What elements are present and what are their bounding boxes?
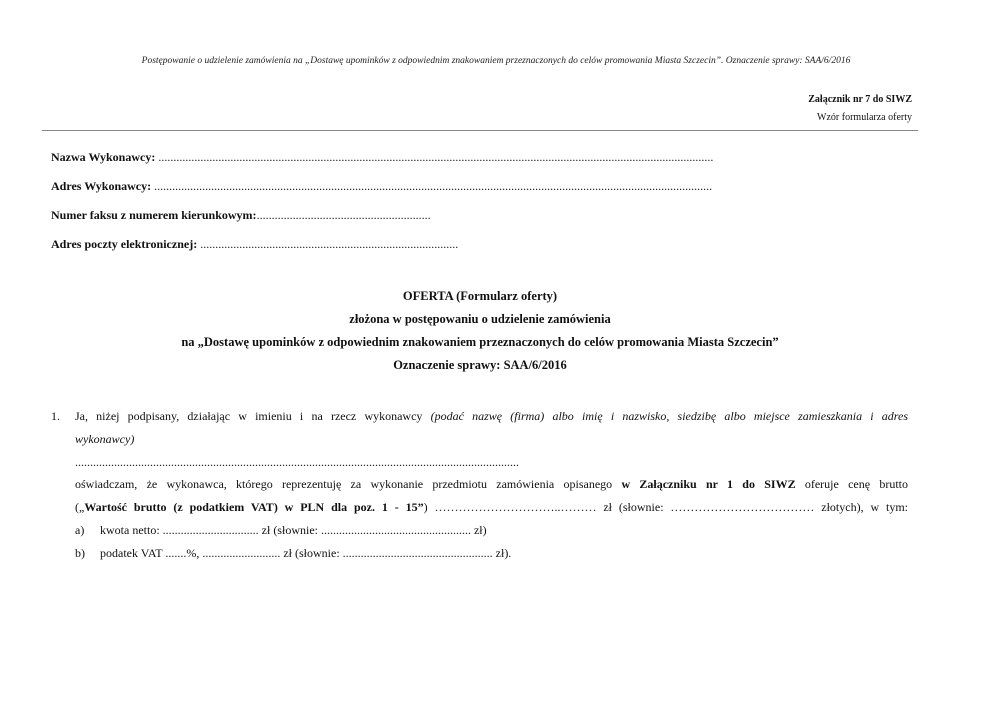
email-dots: ......................................................................................	[197, 237, 459, 251]
contractor-address-label: Adres Wykonawcy:	[51, 179, 152, 193]
declaration-end: oferuje cenę brutto	[795, 477, 908, 491]
section-number: 1.	[51, 409, 60, 423]
contractor-name-field	[51, 150, 713, 165]
contractor-address-dots: ..........................................................................................................................................................................................	[151, 179, 713, 193]
contractor-name-label: Nazwa Wykonawcy:	[51, 150, 156, 164]
price-label: Wartość brutto (z podatkiem VAT) w PLN dla poz. 1 - 15”	[84, 500, 424, 514]
contractor-address-field	[51, 179, 712, 194]
declaration-line	[75, 477, 908, 492]
offer-subject: na „Dostawę upominków z odpowiednim znakowaniem przeznaczonych do celów promowania Miasta Szczecin”	[181, 335, 779, 349]
intro-italic-cont	[75, 432, 134, 447]
annex-subtitle: Wzór formularza oferty	[817, 112, 912, 123]
item-a-net-amount: kwota netto: ................................ zł (słownie: .................................................. zł)	[100, 523, 487, 537]
intro-italic-end: wykonawcy)	[75, 432, 135, 446]
header-divider	[42, 130, 918, 131]
fax-dots: ..........................................................	[256, 208, 431, 222]
offer-subtitle: złożona w postępowaniu o udzielenie zamówienia	[349, 312, 611, 326]
price-line	[75, 500, 908, 515]
item-a-label: a)	[75, 523, 85, 537]
contractor-dots-line: ....................................................................................................................................................	[75, 455, 519, 469]
section-intro	[75, 409, 908, 424]
email-field	[51, 237, 458, 252]
offer-title: OFERTA (Formularz oferty)	[402, 289, 558, 303]
price-open: („	[75, 500, 85, 514]
declaration-annex: w Załączniku nr 1 do SIWZ	[621, 477, 796, 491]
proceeding-header: Postępowanie o udzielenie zamówienia na „Dostawę upominków z odpowiednim znakowaniem przeznaczonych do celów promowania Miasta Szczecin”. Oznaczenie sprawy: SAA/6/2016	[141, 56, 851, 66]
price-rest: ) …………………………..……… zł (słownie: ……………………………… złotych), w tym:	[423, 500, 908, 514]
intro-text: Ja, niżej podpisany, działając w imieniu i na rzecz wykonawcy	[75, 409, 431, 423]
intro-italic: (podać nazwę (firma) albo imię i nazwisko, siedzibę albo miejsce zamieszkania i adres	[430, 409, 908, 423]
annex-number: Załącznik nr 7 do SIWZ	[808, 94, 912, 105]
contractor-name-dots: .........................................................................................................................................................................................	[155, 150, 714, 164]
item-b-label: b)	[75, 546, 85, 560]
offer-case-number: Oznaczenie sprawy: SAA/6/2016	[393, 358, 567, 372]
email-label: Adres poczty elektronicznej:	[51, 237, 198, 251]
declaration-text: oświadczam, że wykonawca, którego reprezentuję za wykonanie przedmiotu zamówienia opisanego	[75, 477, 622, 491]
fax-label: Numer faksu z numerem kierunkowym:	[51, 208, 257, 222]
item-b-vat: podatek VAT .......%, .......................... zł (słownie: .................................................. zł).	[100, 546, 512, 560]
fax-field	[51, 208, 431, 223]
